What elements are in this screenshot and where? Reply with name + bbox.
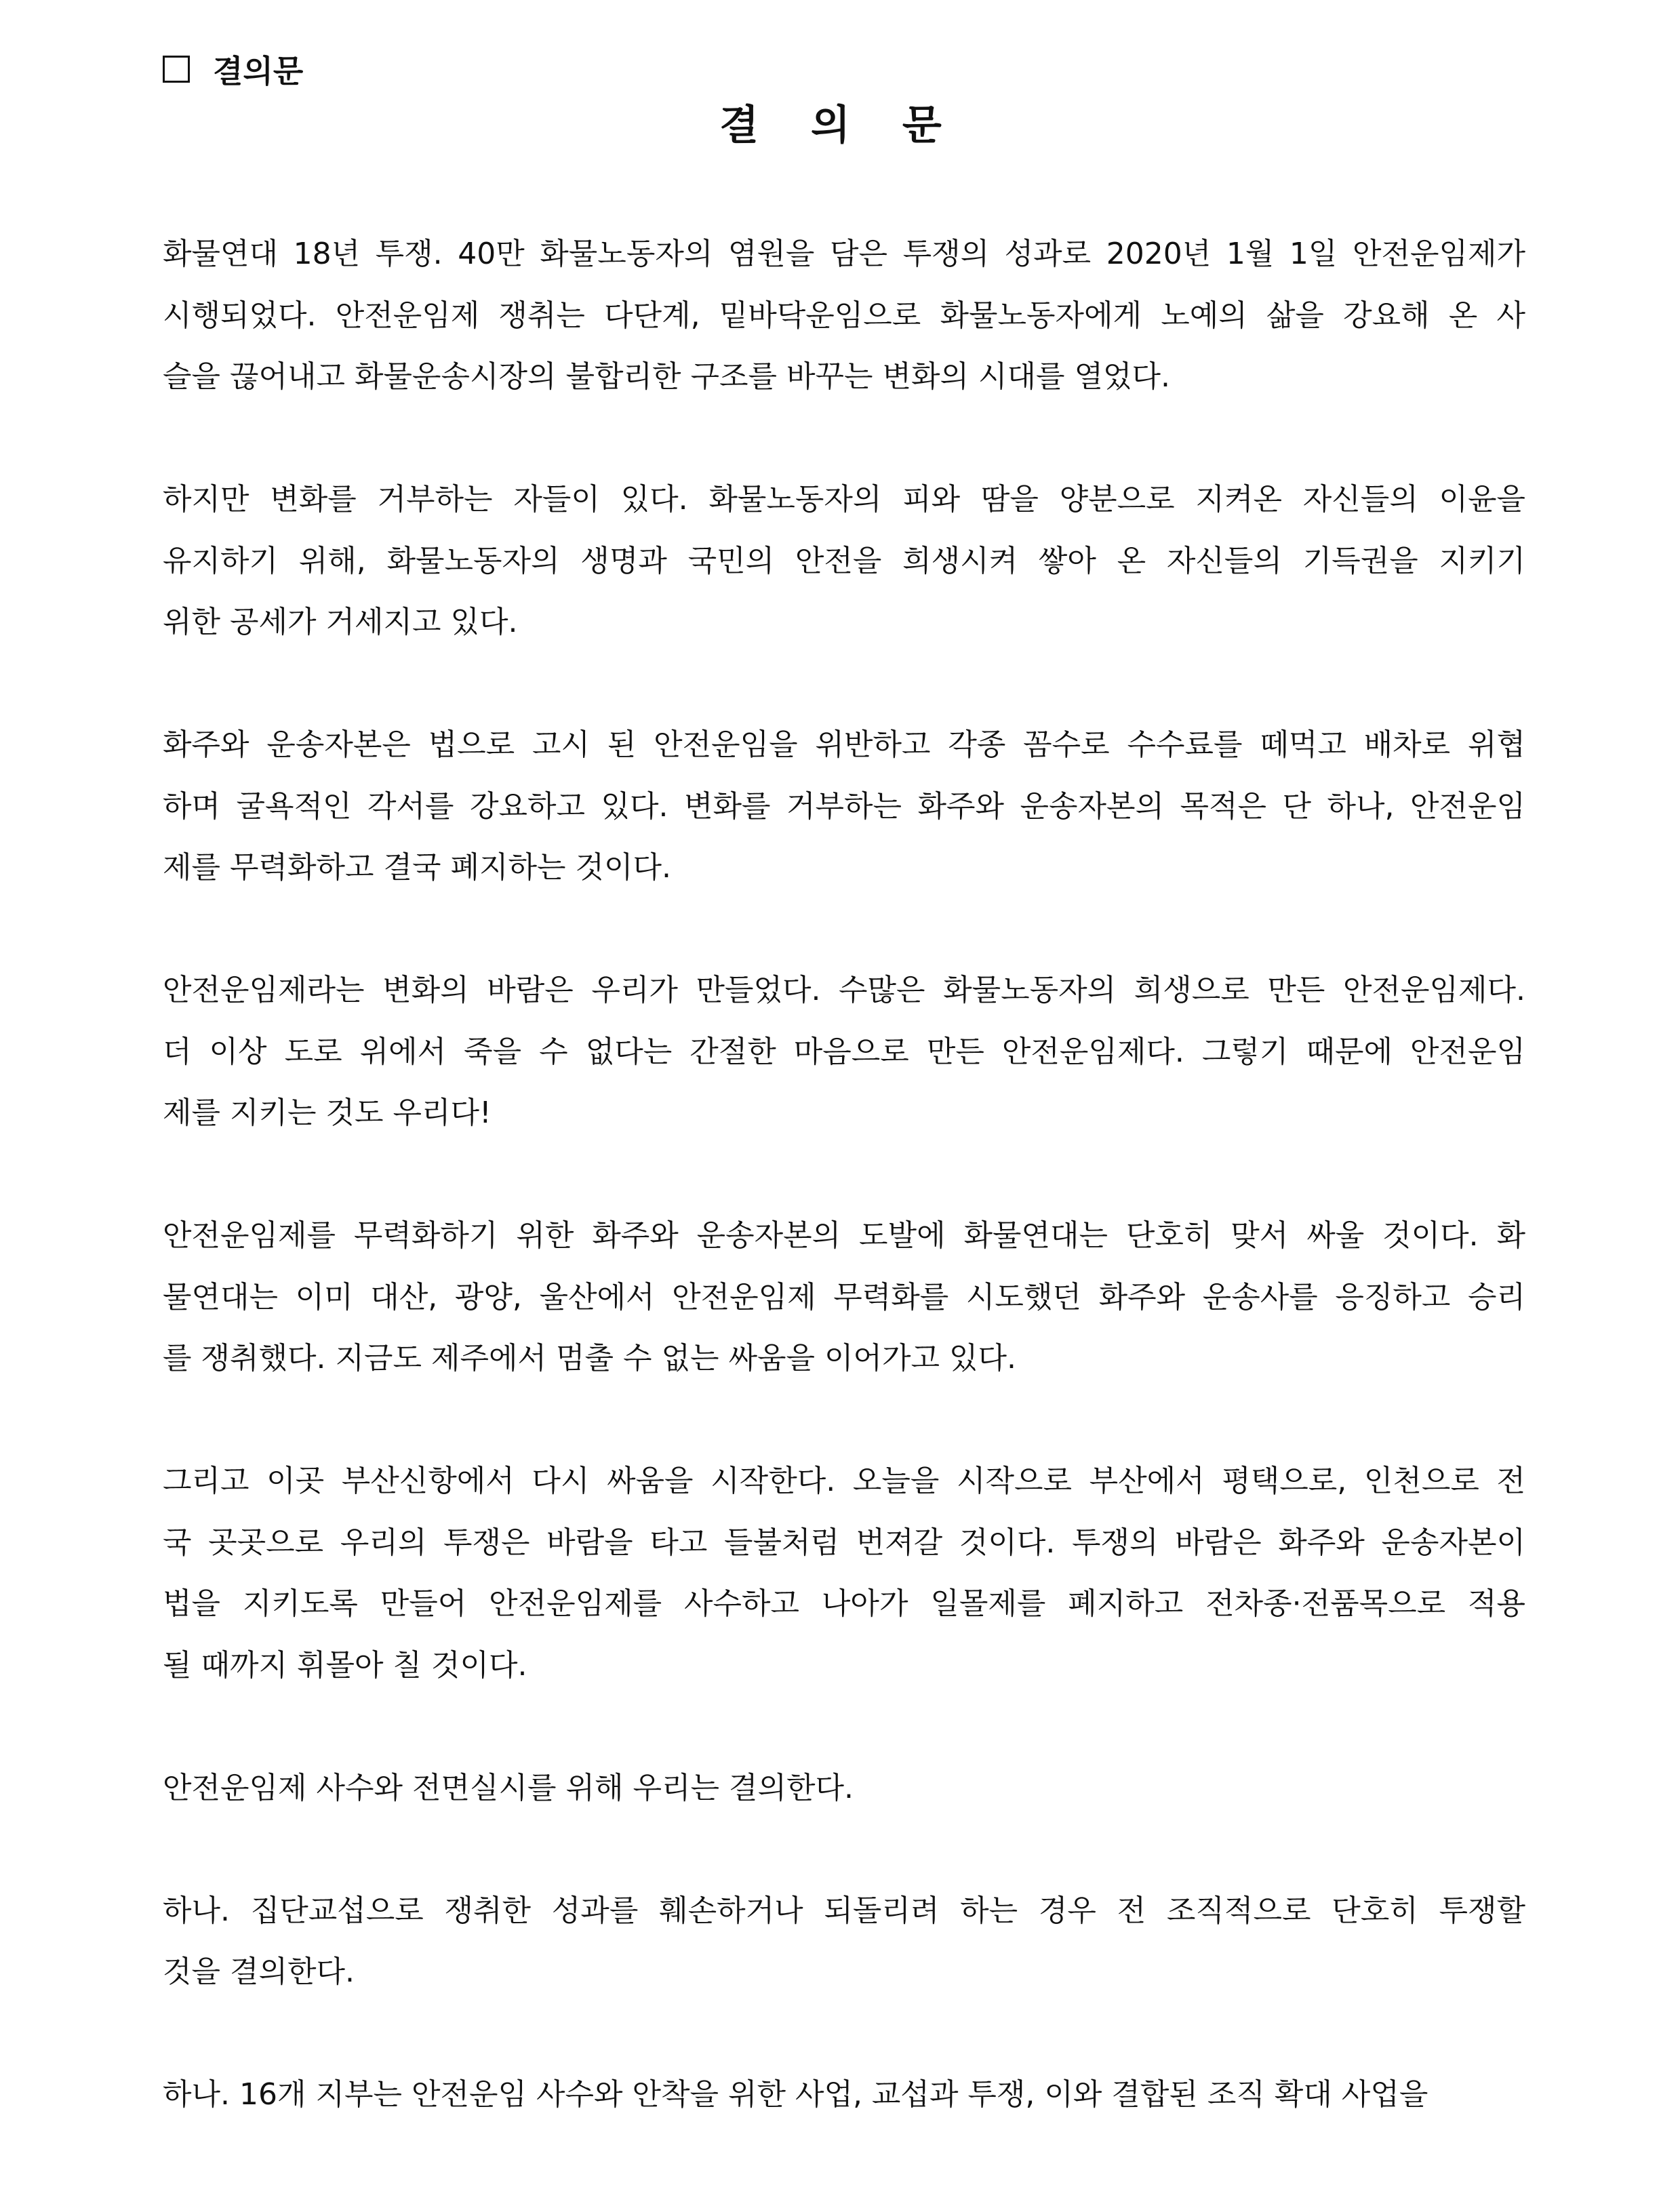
- text-line: 위한 공세가 거세지고 있다.: [163, 605, 518, 639]
- text-line: 안전운임제라는 변화의 바람은 우리가 만들었다. 수많은 화물노동자의 희생으로 만든 안전운임제다.: [163, 973, 1525, 1007]
- text-line: 하나. 집단교섭으로 쟁취한 성과를 훼손하거나 되돌리려 하는 경우 전 조직적으로 단호히 투쟁할: [163, 1893, 1525, 1928]
- text-line: 화주와 운송자본은 법으로 고시 된 안전운임을 위반하고 각종 꼼수로 수수료를 떼먹고 배차로 위협: [163, 727, 1525, 762]
- paragraph: [163, 1205, 1525, 1390]
- text-line: 유지하기 위해, 화물노동자의 생명과 국민의 안전을 희생시켜 쌓아 온 자신들의 기득권을 지키기: [163, 543, 1525, 578]
- text-line: 하며 굴욕적인 각서를 강요하고 있다. 변화를 거부하는 화주와 운송자본의 목적은 단 하나, 안전운임: [163, 788, 1525, 824]
- paragraph: [163, 2064, 1525, 2126]
- text-line: 그리고 이곳 부산신항에서 다시 싸움을 시작한다. 오늘을 시작으로 부산에서 평택으로, 인천으로 전: [163, 1464, 1525, 1498]
- section-heading-label: 결의문: [213, 53, 304, 89]
- text-line: 슬을 끊어내고 화물운송시장의 불합리한 구조를 바꾸는 변화의 시대를 열었다.: [163, 359, 1171, 394]
- paragraph: [163, 715, 1525, 899]
- text-line: 국 곳곳으로 우리의 투쟁은 바람을 타고 들불처럼 번져갈 것이다. 투쟁의 바람은 화주와 운송자본이: [163, 1525, 1525, 1560]
- document-body: [163, 224, 1525, 2187]
- text-line: 더 이상 도로 위에서 죽을 수 없다는 간절한 마음으로 만든 안전운임제다. 그렇기 때문에 안전운임: [163, 1034, 1525, 1069]
- paragraph: [163, 960, 1525, 1144]
- document-title: 결 의 문: [719, 102, 961, 149]
- text-line: 제를 무력화하고 결국 폐지하는 것이다.: [163, 850, 671, 885]
- text-line: 물연대는 이미 대산, 광양, 울산에서 안전운임제 무력화를 시도했던 화주와 운송사를 응징하고 승리: [163, 1279, 1525, 1315]
- paragraph: [163, 224, 1525, 408]
- text-line: 안전운임제를 무력화하기 위한 화주와 운송자본의 도발에 화물연대는 단호히 맞서 싸울 것이다. 화: [163, 1218, 1525, 1253]
- square-bullet-icon: [163, 56, 190, 83]
- text-line: 하나. 16개 지부는 안전운임 사수와 안착을 위한 사업, 교섭과 투쟁, 이와 결합된 조직 확대 사업을: [163, 2077, 1428, 2112]
- text-line: 것을 결의한다.: [163, 1954, 355, 1989]
- text-line: 시행되었다. 안전운임제 쟁취는 다단계, 밑바닥운임으로 화물노동자에게 노예의 삶을 강요해 온 사: [163, 298, 1525, 333]
- paragraph: [163, 1451, 1525, 1696]
- paragraph: [163, 469, 1525, 654]
- text-line: 화물연대 18년 투쟁. 40만 화물노동자의 염원을 담은 투쟁의 성과로 2020년 1월 1일 안전운임제가: [163, 237, 1525, 271]
- text-line: 안전운임제 사수와 전면실시를 위해 우리는 결의한다.: [163, 1770, 854, 1805]
- paragraph: [163, 1758, 1525, 1820]
- section-heading: [163, 42, 303, 96]
- text-line: 를 쟁취했다. 지금도 제주에서 멈출 수 없는 싸움을 이어가고 있다.: [163, 1341, 1016, 1376]
- text-line: 될 때까지 휘몰아 칠 것이다.: [163, 1647, 527, 1683]
- text-line: 하지만 변화를 거부하는 자들이 있다. 화물노동자의 피와 땀을 양분으로 지켜온 자신들의 이윤을: [163, 482, 1525, 517]
- text-line: 제를 지키는 것도 우리다!: [163, 1096, 492, 1130]
- paragraph: [163, 1881, 1525, 2003]
- text-line: 법을 지키도록 만들어 안전운임제를 사수하고 나아가 일몰제를 폐지하고 전차종·전품목으로 적용: [163, 1586, 1525, 1621]
